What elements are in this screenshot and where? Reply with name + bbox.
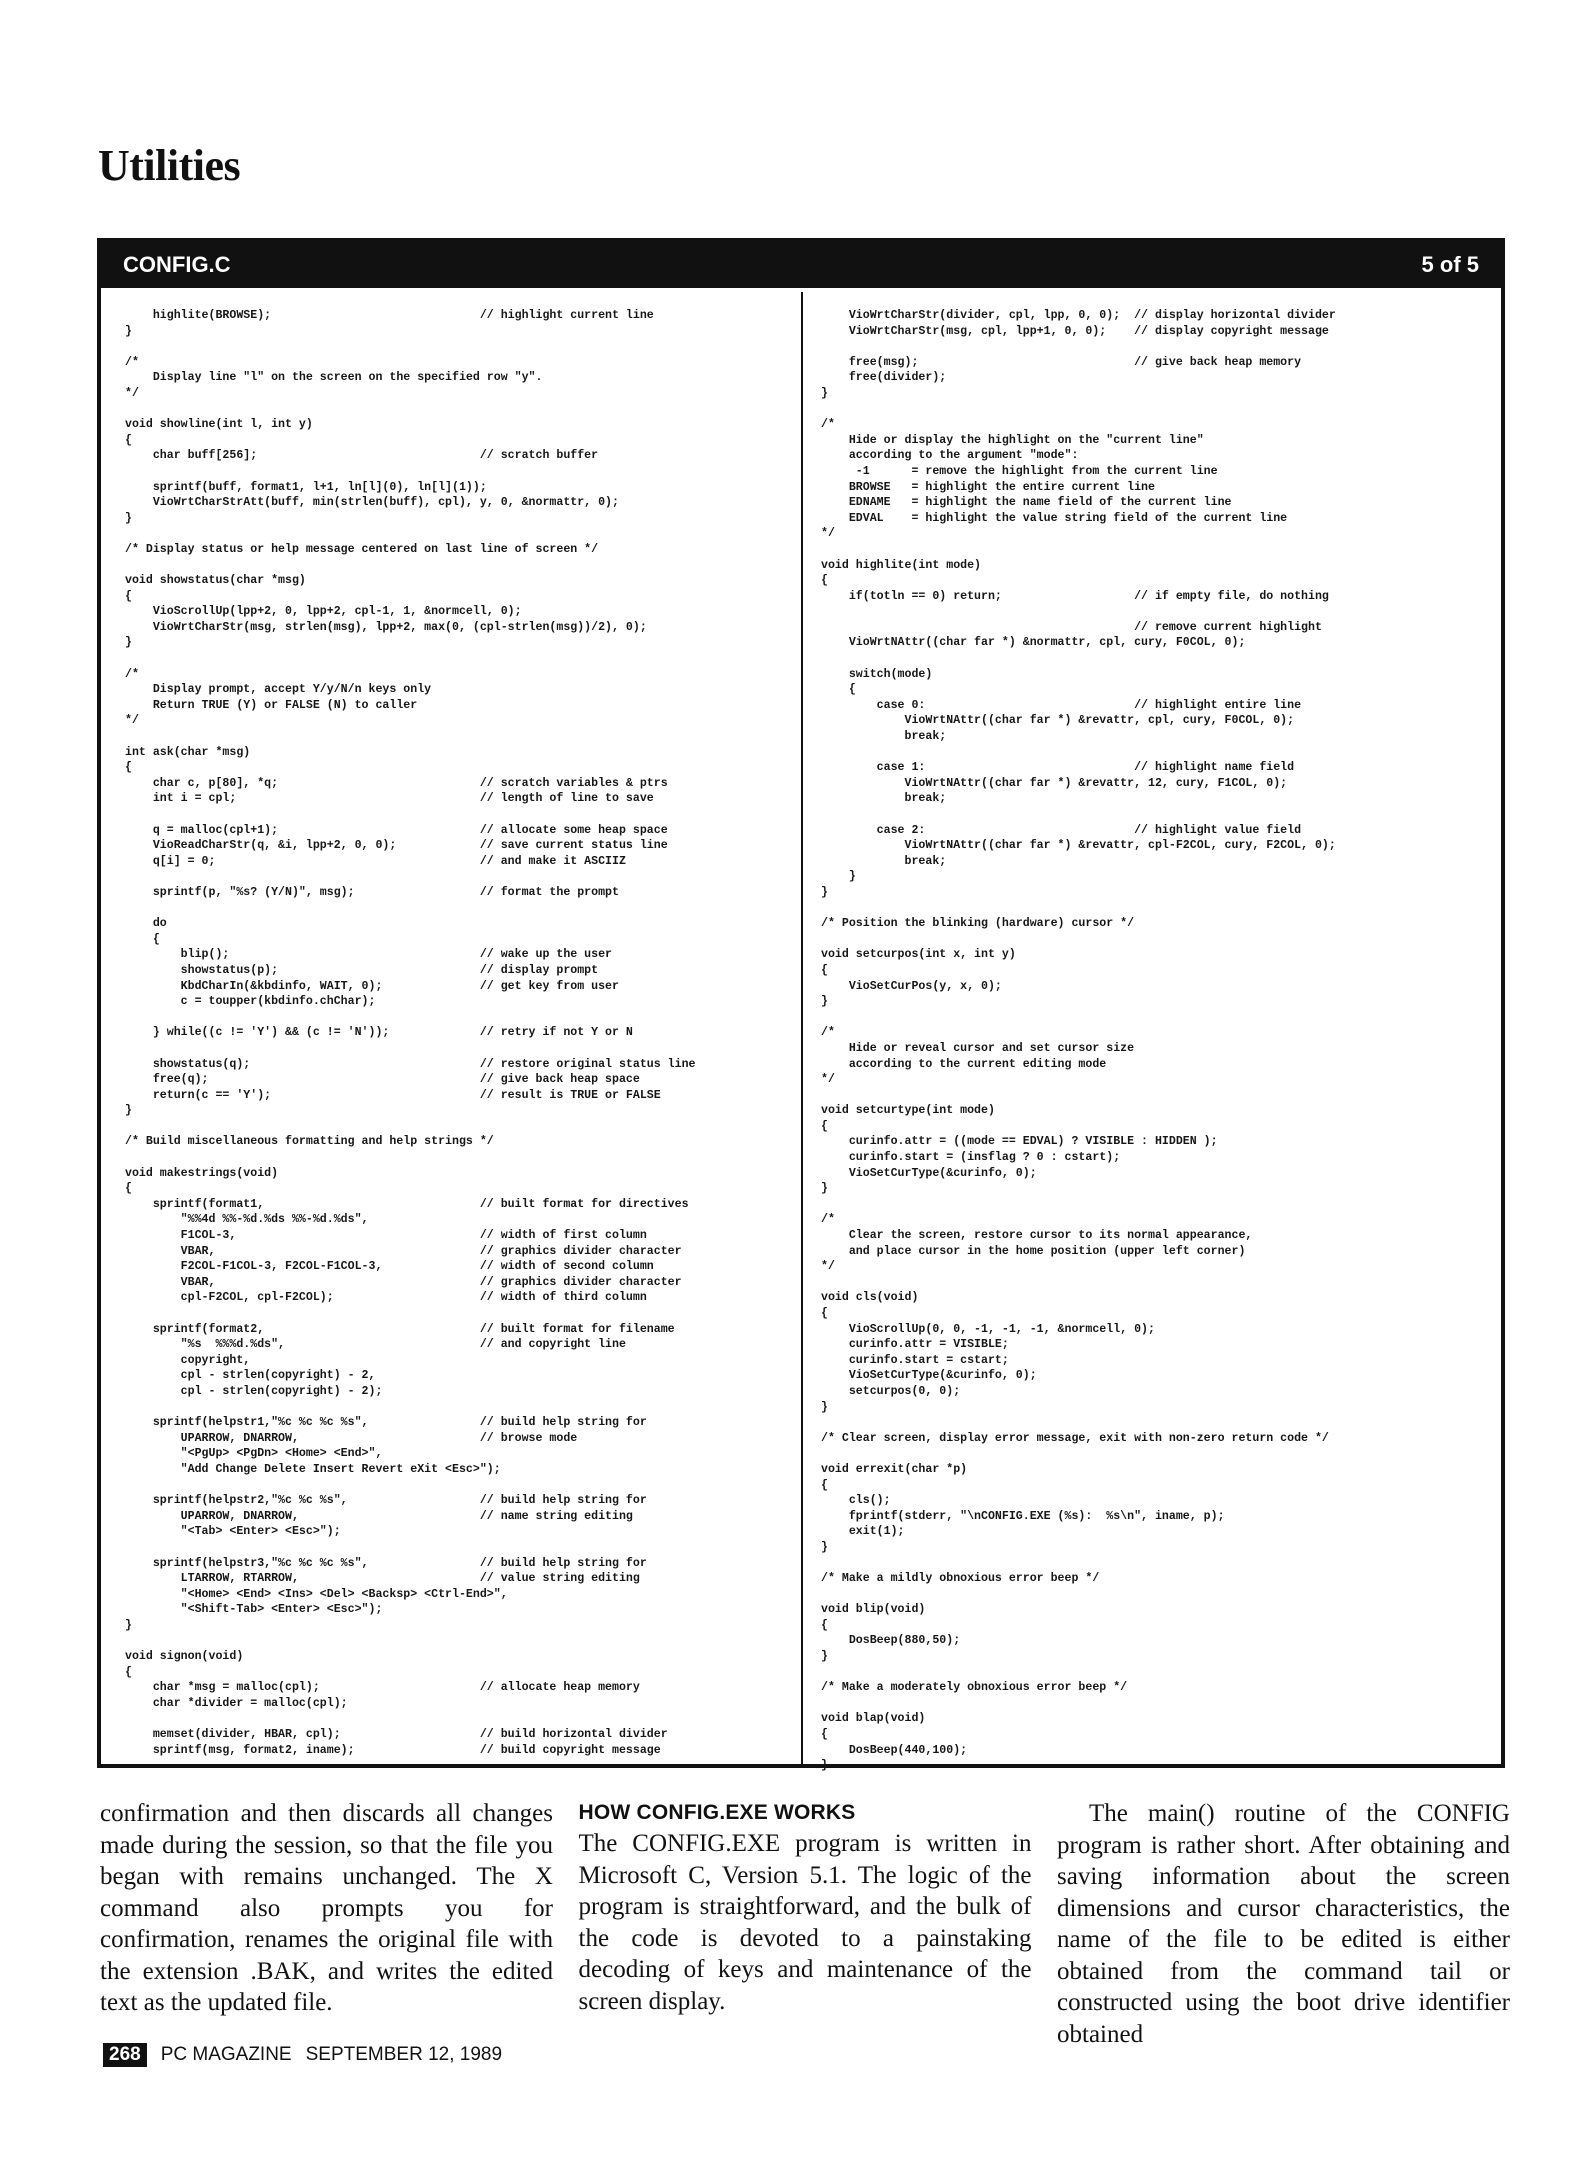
code-listing [97,238,1505,1773]
publication-name: PC MAGAZINE [160,2044,292,2065]
section-title: Utilities [98,141,241,190]
listing-page-indicator: 5 of 5 [1421,252,1479,277]
page-number-badge: 268 [103,2043,147,2067]
listing-columns [101,292,1501,1773]
listing-title: CONFIG.C [123,252,231,277]
article-body [100,1798,1510,2050]
article-column-3 [1057,1798,1510,2050]
article-column-1 [100,1798,553,2050]
code-column-right [801,292,1501,1773]
article-paragraph: The CONFIG.EXE program is written in Microsoft C, Version 5.1. The logic of the program is straightforward, and the bulk of the code is devoted to a painstaking decoding of keys and maintenance of the screen display. [578,1830,1032,2015]
article-paragraph: confirmation and then discards all changes made during the session, so that the file you began with remains unchanged. The X command also prompts you for confirmation, renames the original file with the extension .BAK, and writes the edited text as the updated file. [100,1800,553,2016]
listing-header [101,242,1501,288]
code-column-left [101,292,801,1764]
code-block-right: VioWrtCharStr(divider, cpl, lpp, 0, 0); // display horizontal divider VioWrtCharStr(msg, cpl, lpp+1, 0, 0); // display copyright message free(msg); // give back heap memory free(divider); } /* Hide or display the highlight on the "current line" according to the argument "mode": -1 = remove the highlight from the current line BROWSE = highlight the entire current line EDNAME = highlight the name field of the current line EDVAL = highlight the value string field of the current line */ void highlite(int mode) { if(totln == 0) return; // if empty file, do nothing // remove current highlight VioWrtNAttr((char far *) &normattr, cpl, cury, F0COL, 0); switch(mode) { case 0: // highlight entire line VioWrtNAttr((char far *) &revattr, cpl, cury, F0COL, 0); break; case 1: // highlight name field VioWrtNAttr((char far *) &revattr, 12, cury, F1COL, 0); break; case 2: // highlight value field VioWrtNAttr((char far *) &revattr, cpl-F2COL, cury, F2COL, 0); break; } } /* Position the blinking (hardware) cursor */ void setcurpos(int x, int y) { VioSetCurPos(y, x, 0); } /* Hide or reveal cursor and set cursor size according to the current editing mode */ void setcurtype(int mode) { curinfo.attr = ((mode == EDVAL) ? VISIBLE : HIDDEN ); curinfo.start = (insflag ? 0 : cstart); VioSetCurType(&curinfo, 0); } /* Clear the screen, restore cursor to its normal appearance, and place cursor in the home position (upper left corner) */ void cls(void) { VioScrollUp(0, 0, -1, -1, -1, &normcell, 0); curinfo.attr = VISIBLE; curinfo.start = cstart; VioSetCurType(&curinfo, 0); setcurpos(0, 0); } /* Clear screen, display error message, exit with non-zero return code */ void errexit(char *p) { cls(); fprintf(stderr, "\nCONFIG.EXE (%s): %s\n", iname, p); exit(1); } /* Make a mildly obnoxious error beep */ void blip(void) { DosBeep(880,50); } /* Make a moderately obnoxious error beep */ void blap(void) { DosBeep(440,100); } [821,309,1336,1773]
page-footer [103,2043,516,2067]
article-paragraph: The main() routine of the CONFIG program is rather short. After obtaining and saving information about the screen dimensions and cursor characteristics, the name of the file to be edited is either obtained from the command tail or constructed using the boot drive identifier obtained [1057,1800,1510,2048]
article-column-2 [579,1798,1032,2050]
code-block-left: highlite(BROWSE); // highlight current line } /* Display line "l" on the screen on the specified row "y". */ void showline(int l, int y) { char buff[256]; // scratch buffer sprintf(buff, format1, l+1, ln[l](0), ln[l](1)); VioWrtCharStrAtt(buff, min(strlen(buff), cpl), y, 0, &normattr, 0); } /* Display status or help message centered on last line of screen */ void showstatus(char *msg) { VioScrollUp(lpp+2, 0, lpp+2, cpl-1, 1, &normcell, 0); VioWrtCharStr(msg, strlen(msg), lpp+2, max(0, (cpl-strlen(msg))/2), 0); } /* Display prompt, accept Y/y/N/n keys only Return TRUE (Y) or FALSE (N) to caller */ int ask(char *msg) { char c, p[80], *q; // scratch variables & ptrs int i = cpl; // length of line to save q = malloc(cpl+1); // allocate some heap space VioReadCharStr(q, &i, lpp+2, 0, 0); // save current status line q[i] = 0; // and make it ASCIIZ sprintf(p, "%s? (Y/N)", msg); // format the prompt do { blip(); // wake up the user showstatus(p); // display prompt KbdCharIn(&kbdinfo, WAIT, 0); // get key from user c = toupper(kbdinfo.chChar); } while((c != 'Y') && (c != 'N')); // retry if not Y or N showstatus(q); // restore original status line free(q); // give back heap space return(c == 'Y'); // result is TRUE or FALSE } /* Build miscellaneous formatting and help strings */ void makestrings(void) { sprintf(format1, // built format for directives "%%4d %%-%d.%ds %%-%d.%ds", F1COL-3, // width of first column VBAR, // graphics divider character F2COL-F1COL-3, F2COL-F1COL-3, // width of second column VBAR, // graphics divider character cpl-F2COL, cpl-F2COL); // width of third column sprintf(format2, // built format for filename "%s %%%d.%ds", // and copyright line copyright, cpl - strlen(copyright) - 2, cpl - strlen(copyright) - 2); sprintf(helpstr1,"%c %c %c %s", // build help string for UPARROW, DNARROW, // browse mode "<PgUp> <PgDn> <Home> <End>", "Add Change Delete Insert Revert eXit <Esc>"); sprintf(helpstr2,"%c %c %s", // build help string for UPARROW, DNARROW, // name string editing "<Tab> <Enter> <Esc>"); sprintf(helpstr3,"%c %c %c %s", // build help string for LTARROW, RTARROW, // value string editing "<Home> <End> <Ins> <Del> <Backsp> <Ctrl-End>", "<Shift-Tab> <Enter> <Esc>"); } void signon(void) { char *msg = malloc(cpl); // allocate heap memory char *divider = malloc(cpl); memset(divider, HBAR, cpl); // build horizontal divider sprintf(msg, format2, iname); // build copyright message [125,309,696,1757]
issue-date: SEPTEMBER 12, 1989 [305,2044,503,2065]
article-subheading: HOW CONFIG.EXE WORKS [578,1801,856,1824]
